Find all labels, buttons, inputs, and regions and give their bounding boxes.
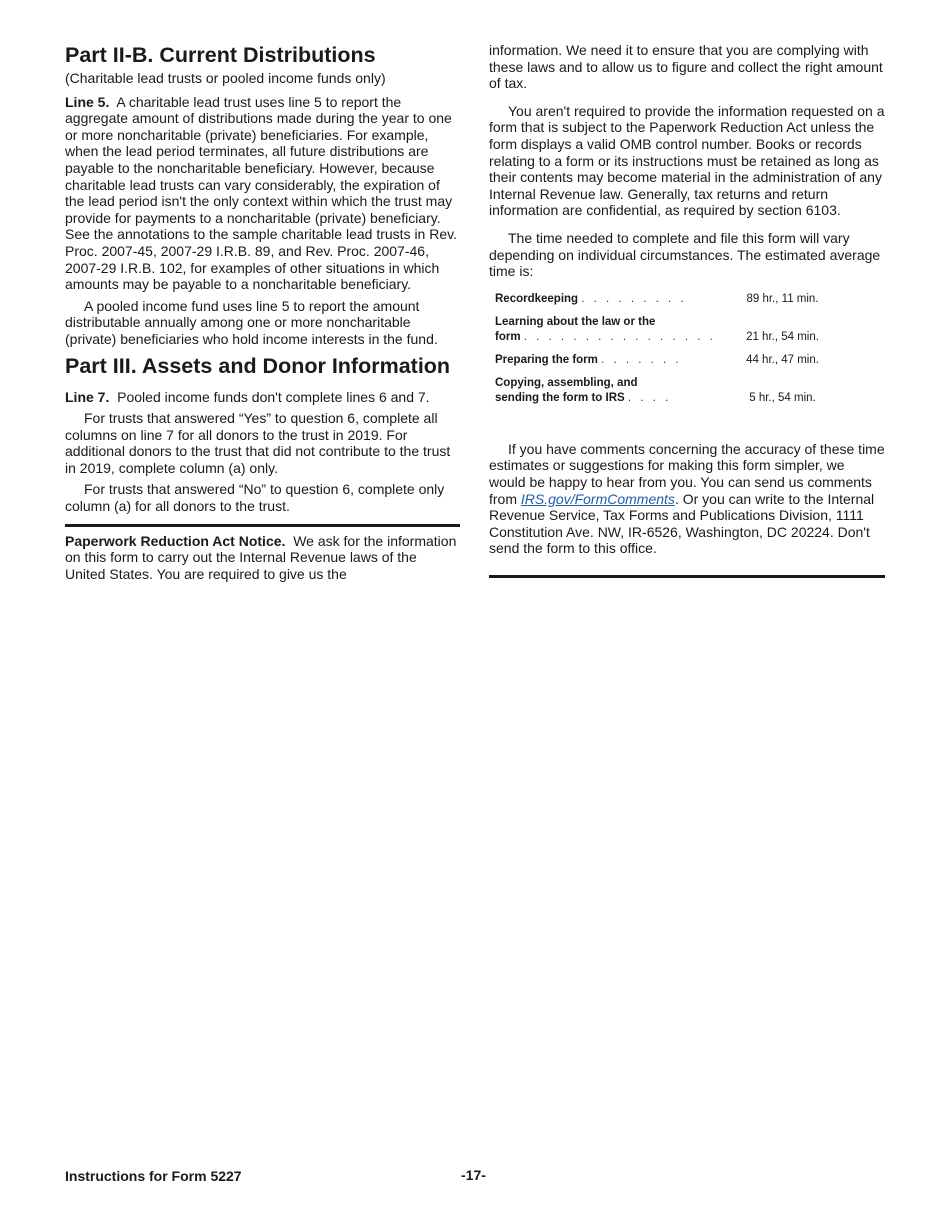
footer-page-number: -17- [461, 1167, 486, 1183]
line-7-text: Pooled income funds don't complete lines 6 and 7. [117, 388, 430, 405]
section-divider [65, 524, 460, 527]
part-2b-heading: Part II-B. Current Distributions [65, 43, 376, 67]
line-7-paragraph [65, 389, 460, 406]
paperwork-notice-paragraph [65, 533, 460, 583]
no-answer-paragraph: For trusts that answered “No” to question 6, complete only column (a) for all donors to the trust. [65, 481, 445, 515]
time-row-preparing [489, 353, 885, 368]
time-row-label: Learning about the law or the form . . . . . . . . . . . . . . . . [495, 315, 716, 343]
yes-answer-paragraph: For trusts that answered “Yes” to question 6, complete all columns on line 7 for all donors to the trust in 2019. For additional donors to the trust that did not contribute to the trust in 2019, complete column (a) only. [65, 410, 451, 476]
time-estimate-paragraph: The time needed to complete and file this form will vary depending on individual circumstances. The estimated average time is: [489, 229, 881, 280]
time-row-label: Preparing the form . . . . . . . [495, 353, 682, 366]
time-row-label: Copying, assembling, and sending the form to IRS . . . . [495, 376, 672, 404]
line-5-paragraph [65, 94, 460, 293]
right-column [489, 42, 885, 578]
footer-form-name: Instructions for Form 5227 [65, 1168, 242, 1184]
section-end-divider [489, 575, 885, 578]
omb-paragraph: You aren't required to provide the information requested on a form that is subject to the Paperwork Reduction Act unless the form displays a valid OMB control number. Books or records relating to a form or its instructions must be retained as long as their contents may become material in the administration of any Internal Revenue law. Generally, tax returns and return information are confidential, as required by section 6103. [489, 102, 885, 219]
time-row-value: 21 hr., 54 min. [746, 330, 819, 343]
part-3-heading: Part III. Assets and Donor Information [65, 353, 451, 378]
time-estimate-table [489, 292, 885, 406]
time-row-value: 44 hr., 47 min. [746, 353, 819, 366]
form-comments-link[interactable]: IRS.gov/FormComments [520, 490, 675, 507]
paperwork-notice-text: We ask for the information on this form to carry out the Internal Revenue laws of the United States. You are required to give us the [65, 532, 457, 582]
time-row-value: 5 hr., 54 min. [749, 391, 816, 404]
continued-paragraph: information. We need it to ensure that you are complying with these laws and to allow us to figure and collect the right amount of tax. [489, 42, 883, 92]
line-7-label: Line 7. [65, 388, 110, 405]
line-5-label: Line 5. [65, 93, 110, 110]
time-row-label: Recordkeeping . . . . . . . . . [495, 292, 687, 305]
left-column [65, 42, 460, 582]
paperwork-notice-label: Paperwork Reduction Act Notice. [65, 532, 286, 549]
pooled-income-paragraph: A pooled income fund uses line 5 to report the amount distributable annually among one or more noncharitable (private) beneficiaries who hold income interests in the fund. [65, 297, 438, 347]
part-2b-subtitle: (Charitable lead trusts or pooled income funds only) [65, 70, 386, 86]
page-footer [65, 1168, 885, 1186]
comments-paragraph: If you have comments concerning the accuracy of these time estimates or suggestions for making this form simpler, we would be happy to hear from you. You can send us comments from IRS.gov/FormComments. Or you can write to the Internal Revenue Service, Tax Forms and Publications Division, 1111 Constitution Ave. NW, IR-6526, Washington, DC 20224. Don't send the form to this office. [489, 440, 885, 557]
time-row-recordkeeping [489, 292, 885, 307]
line-5-text: A charitable lead trust uses line 5 to report the aggregate amount of distributions made during the year to one or more noncharitable (private) beneficiaries. For example, when the lead period terminates, all future distributions are payable to the noncharitable beneficiary. However, because charitable lead trusts can vary considerably, the expiration of the lead period isn't the only context within which the trust may provide for payments to a noncharitable (private) beneficiary. See the annotations to the sample charitable lead trusts in Rev. Proc. 2007-45, 2007-29 I.R.B. 89, and Rev. Proc. 2007-46, 2007-29 I.R.B. 102, for examples of other situations in which amounts may be payable to a noncharitable beneficiary. [65, 93, 457, 293]
time-row-value: 89 hr., 11 min. [746, 292, 819, 305]
time-row-copying [489, 376, 885, 406]
time-row-learning [489, 315, 885, 345]
